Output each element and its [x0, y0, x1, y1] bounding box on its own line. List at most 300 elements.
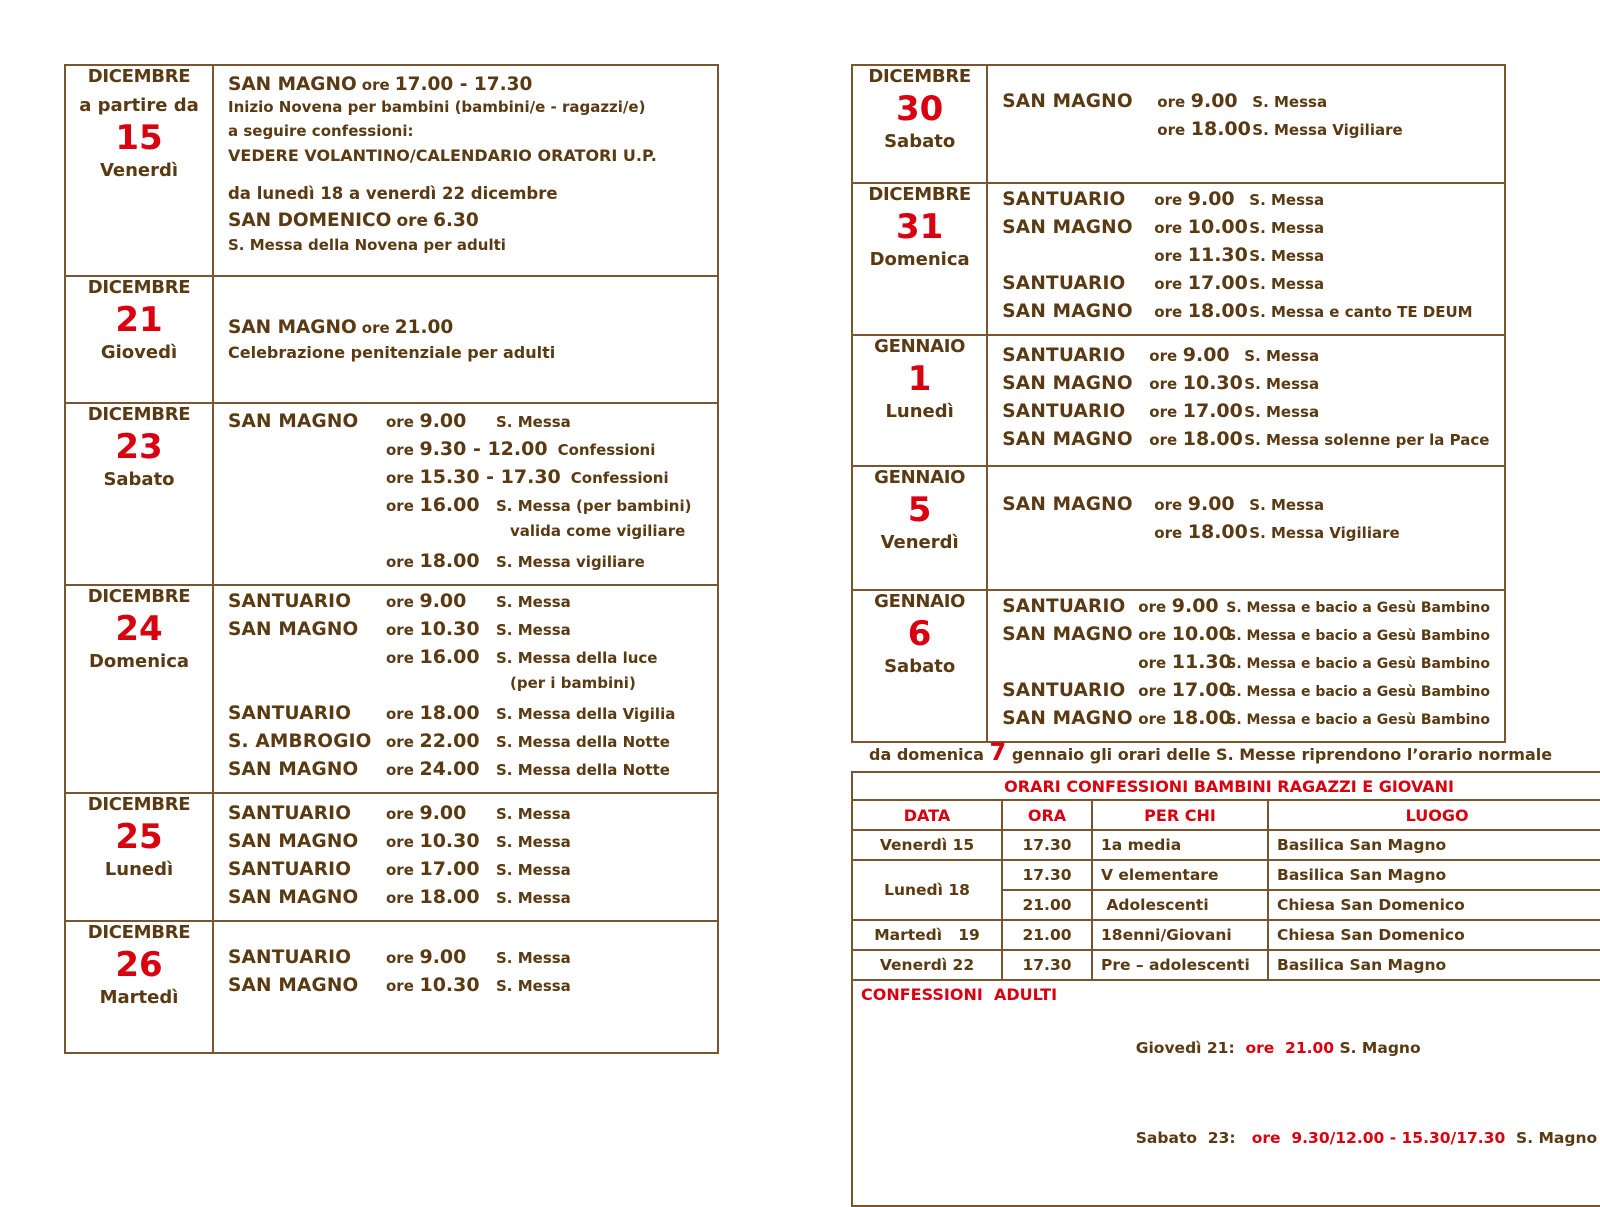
event-line	[228, 886, 703, 914]
time-group	[386, 590, 496, 612]
event-line	[228, 438, 703, 466]
event-description: S. Messa	[1249, 219, 1325, 237]
month-label: GENNAIO	[874, 336, 966, 357]
event-line	[1002, 344, 1490, 372]
time-value: 18.00	[1182, 428, 1243, 450]
ore-label: ore	[1149, 431, 1178, 449]
time-value: 9.30 - 12.00	[419, 438, 548, 460]
day-number: 25	[115, 817, 163, 857]
right-page	[851, 64, 1598, 1147]
event-line	[1002, 679, 1490, 707]
event-line	[228, 830, 703, 858]
day-number: 26	[115, 945, 163, 985]
events-cell	[987, 335, 1505, 466]
event-description: S. Messa (per bambini)	[496, 497, 692, 515]
time-group	[386, 830, 496, 852]
table-row: Venerdì 22 17.30 Pre – adolescenti Basilica San Magno	[852, 950, 1600, 980]
location-label: SAN MAGNO	[1002, 429, 1133, 450]
event-description: S. Messa	[496, 413, 571, 431]
event-description: S. Messa	[1249, 275, 1325, 293]
event-line	[1002, 428, 1490, 456]
date-cell	[65, 403, 213, 585]
weekday-label: Lunedì	[104, 859, 174, 880]
time-group	[1157, 118, 1252, 140]
schedule-table-left	[64, 64, 719, 1054]
event-description: Confessioni	[570, 469, 669, 487]
time-value: 9.00	[1190, 90, 1238, 112]
event-line	[228, 590, 703, 618]
resume-normal-note: da domenica 7 gennaio gli orari delle S. Messe riprendono l’orario normale	[869, 738, 1553, 766]
confessions-title: ORARI CONFESSIONI BAMBINI RAGAZZI E GIOVANI	[852, 772, 1600, 800]
time-group	[386, 802, 496, 824]
event-description: S. Messa	[496, 949, 571, 967]
day-number: 30	[895, 89, 944, 129]
ore-label: ore	[386, 805, 414, 823]
schedule-row-dec-23	[65, 403, 718, 585]
location-label: SANTUARIO	[228, 591, 352, 612]
events-cell	[213, 793, 718, 921]
time-group	[1154, 493, 1249, 515]
time-value: 9.00	[1171, 595, 1219, 617]
event-description: S. Messa	[496, 889, 571, 907]
time-value: 10.30	[1182, 372, 1243, 394]
left-page	[64, 64, 719, 1054]
event-description: S. Messa	[496, 621, 571, 639]
location-label: SAN MAGNO	[228, 831, 359, 852]
day-number: 5	[907, 490, 932, 530]
event-description: S. Messa Vigiliare	[1252, 121, 1403, 139]
time-value: 9.00	[419, 410, 467, 432]
ore-label: ore	[386, 441, 414, 459]
event-line	[228, 802, 703, 830]
event-line	[1002, 595, 1490, 623]
ore-label: ore	[386, 553, 414, 571]
schedule-row-jan-1	[852, 335, 1505, 466]
location-label: SANTUARIO	[228, 703, 352, 724]
time-value: 18.00	[419, 886, 480, 908]
time-group	[1157, 90, 1252, 112]
ore-label: ore	[1149, 403, 1178, 421]
date-cell	[852, 65, 987, 183]
time-group	[1138, 623, 1232, 645]
event-description: S. Messa	[1244, 375, 1320, 393]
schedule-row-dec-21	[65, 276, 718, 403]
time-group	[386, 758, 496, 780]
date-prefix: a partire da	[79, 95, 199, 116]
event-line	[228, 974, 703, 1002]
event-line	[1002, 118, 1490, 146]
time-value: 17.00	[419, 858, 480, 880]
weekday-label: Sabato	[884, 131, 956, 152]
event-line	[1002, 493, 1490, 521]
ore-label: ore	[386, 949, 414, 967]
event-line	[1002, 272, 1490, 300]
event-description: S. Messa	[496, 593, 571, 611]
location-label: SAN MAGNO	[228, 975, 359, 996]
adult-confessions-label: CONFESSIONI ADULTI	[861, 985, 1058, 1004]
table-row: Venerdì 15 17.30 1a media Basilica San Magno	[852, 830, 1600, 860]
day-number: 21	[115, 300, 163, 340]
weekday-label: Martedì	[99, 987, 179, 1008]
event-description: S. Messa e bacio a Gesù Bambino	[1226, 712, 1490, 728]
adult-confession-line: Sabato 23: ore 9.30/12.00 - 15.30/17.30 S. Magno	[1135, 1129, 1598, 1147]
time-value: 17.00	[1171, 679, 1232, 701]
table-row: 21.00 Adolescenti Chiesa San Domenico	[852, 890, 1600, 920]
event-description: S. Messa e bacio a Gesù Bambino	[1226, 684, 1490, 700]
event-line	[1002, 90, 1490, 118]
events-cell	[987, 590, 1505, 742]
event-description: S. Messa Vigiliare	[1249, 524, 1400, 542]
time-value: 9.00	[419, 946, 467, 968]
event-note: a seguire confessioni:	[228, 122, 414, 140]
time-group	[386, 550, 496, 572]
time-value: 22.00	[419, 730, 480, 752]
time-value: 18.00	[419, 702, 480, 724]
ore-label: ore	[386, 705, 414, 723]
location-label: SAN MAGNO	[1002, 373, 1133, 394]
event-description: S. Messa della Notte	[496, 733, 670, 751]
ore-label: ore	[1154, 219, 1183, 237]
event-line	[1002, 521, 1490, 549]
weekday-label: Giovedì	[100, 342, 178, 363]
time-group	[1149, 400, 1244, 422]
day-number: 1	[907, 359, 932, 399]
event-line	[228, 646, 703, 674]
event-line	[1002, 623, 1490, 651]
events-cell	[987, 65, 1505, 183]
location-label: SAN MAGNO	[1002, 217, 1133, 238]
month-label: DICEMBRE	[87, 66, 191, 87]
column-header-data: DATA	[852, 800, 1002, 830]
time-value: 10.30	[419, 830, 480, 852]
ore-label: ore	[1138, 654, 1167, 672]
date-cell	[65, 276, 213, 403]
time-group	[1149, 372, 1244, 394]
event-line: SAN MAGNO ore 21.00	[228, 317, 454, 338]
schedule-row-dec-24	[65, 585, 718, 793]
schedule-row-jan-6	[852, 590, 1505, 742]
event-description: S. Messa	[1249, 247, 1325, 265]
location-label: SANTUARIO	[228, 803, 352, 824]
note-day-number: 7	[989, 738, 1007, 766]
time-group	[1154, 272, 1249, 294]
time-group	[386, 858, 496, 880]
month-label: GENNAIO	[874, 467, 966, 488]
time-group	[1154, 216, 1249, 238]
event-line	[228, 674, 703, 702]
event-line	[1002, 372, 1490, 400]
time-group	[1154, 300, 1249, 322]
time-group	[1138, 679, 1232, 701]
event-description: S. Messa	[496, 861, 571, 879]
events-cell	[213, 276, 718, 403]
schedule-table-right	[851, 64, 1506, 743]
time-value: 18.00	[1171, 707, 1232, 729]
ore-label: ore	[386, 621, 414, 639]
event-line	[228, 618, 703, 646]
event-line	[1002, 300, 1490, 328]
ore-label: ore	[1138, 682, 1167, 700]
event-description: S. Messa e bacio a Gesù Bambino	[1226, 628, 1490, 644]
column-header-luogo: LUOGO	[1268, 800, 1600, 830]
ore-label: ore	[1157, 121, 1186, 139]
location-label: SANTUARIO	[1002, 189, 1126, 210]
time-value: 17.00	[1187, 272, 1248, 294]
month-label: DICEMBRE	[87, 794, 191, 815]
location-label: SAN MAGNO	[228, 619, 359, 640]
ore-label: ore	[386, 413, 414, 431]
event-description: S. Messa	[496, 833, 571, 851]
event-line: SAN DOMENICO ore 6.30	[228, 210, 479, 231]
schedule-row-dec-26	[65, 921, 718, 1053]
events-cell	[987, 183, 1505, 335]
time-value: 10.00	[1171, 623, 1232, 645]
event-line	[228, 494, 703, 522]
event-note: Inizio Novena per bambini (bambini/e - ragazzi/e)	[228, 98, 646, 116]
event-line	[228, 702, 703, 730]
event-description: (per i bambini)	[510, 674, 636, 692]
location-label: SAN MAGNO	[228, 887, 359, 908]
adult-confessions-row	[852, 980, 1600, 1206]
time-value: 18.00	[1190, 118, 1251, 140]
ore-label: ore	[1154, 496, 1183, 514]
time-group	[386, 466, 561, 488]
time-group	[386, 494, 496, 516]
events-cell	[213, 921, 718, 1053]
time-value: 16.00	[419, 494, 480, 516]
time-value: 9.00	[419, 590, 467, 612]
weekday-label: Sabato	[884, 656, 956, 677]
event-line	[228, 858, 703, 886]
event-description: S. Messa	[1244, 403, 1320, 421]
event-line	[1002, 651, 1490, 679]
location-label: SAN MAGNO	[1002, 301, 1133, 322]
time-value: 10.00	[1187, 216, 1248, 238]
month-label: DICEMBRE	[868, 66, 971, 87]
ore-label: ore	[386, 497, 414, 515]
day-number: 31	[895, 207, 944, 247]
time-value: 11.30	[1171, 651, 1232, 673]
event-line	[228, 550, 703, 578]
event-description: S. Messa della luce	[496, 649, 658, 667]
event-line	[228, 758, 703, 786]
time-value: 9.00	[1187, 188, 1235, 210]
event-line: SAN MAGNO ore 17.00 - 17.30	[228, 74, 533, 95]
time-group	[1138, 651, 1232, 673]
table-row: Lunedì 18 17.30 V elementare Basilica San Magno	[852, 860, 1600, 890]
schedule-row-dec-15	[65, 65, 718, 276]
date-cell	[65, 921, 213, 1053]
weekday-label: Venerdì	[880, 532, 959, 553]
ore-label: ore	[386, 833, 414, 851]
event-line	[228, 522, 703, 550]
event-line	[1002, 216, 1490, 244]
event-line	[1002, 400, 1490, 428]
date-cell	[852, 590, 987, 742]
location-label: SAN MAGNO	[1002, 624, 1133, 645]
time-value: 18.00	[1187, 300, 1248, 322]
event-description: S. Messa	[1249, 496, 1325, 514]
events-cell	[987, 466, 1505, 590]
ore-label: ore	[1154, 191, 1183, 209]
time-group	[386, 974, 496, 996]
location-label: SAN MAGNO	[228, 759, 359, 780]
event-description: S. Messa della Vigilia	[496, 705, 676, 723]
location-label: SAN MAGNO	[228, 411, 359, 432]
time-group	[386, 730, 496, 752]
weekday-label: Domenica	[869, 249, 970, 270]
date-cell	[852, 466, 987, 590]
event-line	[1002, 707, 1490, 735]
event-note: VEDERE VOLANTINO/CALENDARIO ORATORI U.P.	[228, 146, 657, 165]
event-description: S. Messa e bacio a Gesù Bambino	[1226, 600, 1490, 616]
date-cell	[852, 335, 987, 466]
time-group	[386, 702, 496, 724]
ore-label: ore	[1154, 275, 1183, 293]
time-value: 11.30	[1187, 244, 1248, 266]
ore-label: ore	[1138, 626, 1167, 644]
event-description: S. Messa	[1252, 93, 1328, 111]
confessions-section	[851, 771, 1598, 1207]
weekday-label: Sabato	[103, 469, 175, 490]
time-value: 9.00	[419, 802, 467, 824]
schedule-row-dec-25	[65, 793, 718, 921]
ore-label: ore	[1157, 93, 1186, 111]
month-label: DICEMBRE	[87, 277, 191, 298]
time-group	[1138, 595, 1226, 617]
ore-label: ore	[1154, 524, 1183, 542]
time-group	[1154, 188, 1249, 210]
event-description: S. Messa	[1249, 191, 1325, 209]
location-label: S. AMBROGIO	[228, 731, 372, 752]
weekday-label: Venerdì	[99, 160, 179, 181]
weekday-label: Lunedì	[885, 401, 954, 422]
event-line	[228, 410, 703, 438]
schedule-row-jan-5	[852, 466, 1505, 590]
column-header-per-chi: PER CHI	[1092, 800, 1268, 830]
event-description: S. Messa vigiliare	[496, 553, 645, 571]
ore-label: ore	[1138, 598, 1167, 616]
location-label: SAN MAGNO	[1002, 91, 1133, 112]
ore-label: ore	[386, 733, 414, 751]
schedule-row-dec-30	[852, 65, 1505, 183]
time-group	[386, 410, 496, 432]
events-cell	[213, 585, 718, 793]
event-description: valida come vigiliare	[510, 522, 686, 540]
ore-label: ore	[1138, 710, 1167, 728]
ore-label: ore	[1154, 303, 1183, 321]
date-cell	[65, 65, 213, 276]
time-value: 10.30	[419, 618, 480, 640]
day-number: 6	[907, 614, 932, 654]
event-line	[228, 466, 703, 494]
event-note: Celebrazione penitenziale per adulti	[228, 343, 556, 362]
event-description: S. Messa e bacio a Gesù Bambino	[1226, 656, 1490, 672]
day-number: 15	[115, 118, 163, 158]
location-label: SAN MAGNO	[1002, 708, 1133, 729]
event-description: Confessioni	[557, 441, 656, 459]
event-description: S. Messa e canto TE DEUM	[1249, 303, 1473, 321]
ore-label: ore	[386, 889, 414, 907]
event-description: S. Messa	[496, 977, 571, 995]
events-cell	[213, 403, 718, 585]
ore-label: ore	[1154, 247, 1183, 265]
time-value: 10.30	[419, 974, 480, 996]
date-cell	[852, 183, 987, 335]
location-label: SANTUARIO	[1002, 596, 1126, 617]
location-label: SANTUARIO	[228, 947, 352, 968]
column-header-ora: ORA	[1002, 800, 1092, 830]
date-cell	[65, 793, 213, 921]
day-number: 23	[115, 427, 163, 467]
time-group	[386, 618, 496, 640]
month-label: GENNAIO	[874, 591, 966, 612]
time-group	[386, 886, 496, 908]
event-line	[228, 730, 703, 758]
adult-confession-line: Giovedì 21: ore 21.00 S. Magno	[1135, 1039, 1421, 1057]
ore-label: ore	[1149, 347, 1178, 365]
month-label: DICEMBRE	[87, 404, 191, 425]
table-row: Martedì 19 21.00 18enni/Giovani Chiesa San Domenico	[852, 920, 1600, 950]
month-label: DICEMBRE	[868, 184, 971, 205]
schedule-row-dec-31	[852, 183, 1505, 335]
time-value: 18.00	[419, 550, 480, 572]
day-number: 24	[115, 609, 163, 649]
location-label: SANTUARIO	[1002, 273, 1126, 294]
time-value: 16.00	[419, 646, 480, 668]
time-group	[1149, 344, 1244, 366]
time-group	[1154, 244, 1249, 266]
month-label: DICEMBRE	[87, 922, 191, 943]
event-line	[228, 946, 703, 974]
time-group	[386, 438, 548, 460]
ore-label: ore	[386, 469, 414, 487]
ore-label: ore	[386, 977, 414, 995]
location-label: SANTUARIO	[1002, 401, 1126, 422]
confessions-table	[851, 771, 1600, 1207]
time-value: 24.00	[419, 758, 480, 780]
time-group	[1154, 521, 1249, 543]
time-value: 18.00	[1187, 521, 1248, 543]
time-value: 15.30 - 17.30	[419, 466, 561, 488]
time-value: 9.00	[1187, 493, 1235, 515]
ore-label: ore	[386, 861, 414, 879]
event-line	[1002, 244, 1490, 272]
weekday-label: Domenica	[88, 651, 190, 672]
month-label: DICEMBRE	[87, 586, 191, 607]
time-group	[1149, 428, 1244, 450]
location-label: SANTUARIO	[228, 859, 352, 880]
event-line	[1002, 188, 1490, 216]
event-note: S. Messa della Novena per adulti	[228, 236, 506, 254]
time-group	[1138, 707, 1232, 729]
time-value: 17.00	[1182, 400, 1243, 422]
time-group	[386, 646, 496, 668]
event-description: S. Messa	[1244, 347, 1320, 365]
location-label: SAN MAGNO	[1002, 494, 1133, 515]
ore-label: ore	[1149, 375, 1178, 393]
event-note: da lunedì 18 a venerdì 22 dicembre	[228, 184, 558, 203]
location-label: SANTUARIO	[1002, 345, 1126, 366]
time-value: 9.00	[1182, 344, 1230, 366]
ore-label: ore	[386, 761, 414, 779]
ore-label: ore	[386, 593, 414, 611]
time-group	[386, 946, 496, 968]
event-description: S. Messa	[496, 805, 571, 823]
events-cell	[213, 65, 718, 276]
location-label: SANTUARIO	[1002, 680, 1126, 701]
event-description: S. Messa solenne per la Pace	[1244, 431, 1490, 449]
